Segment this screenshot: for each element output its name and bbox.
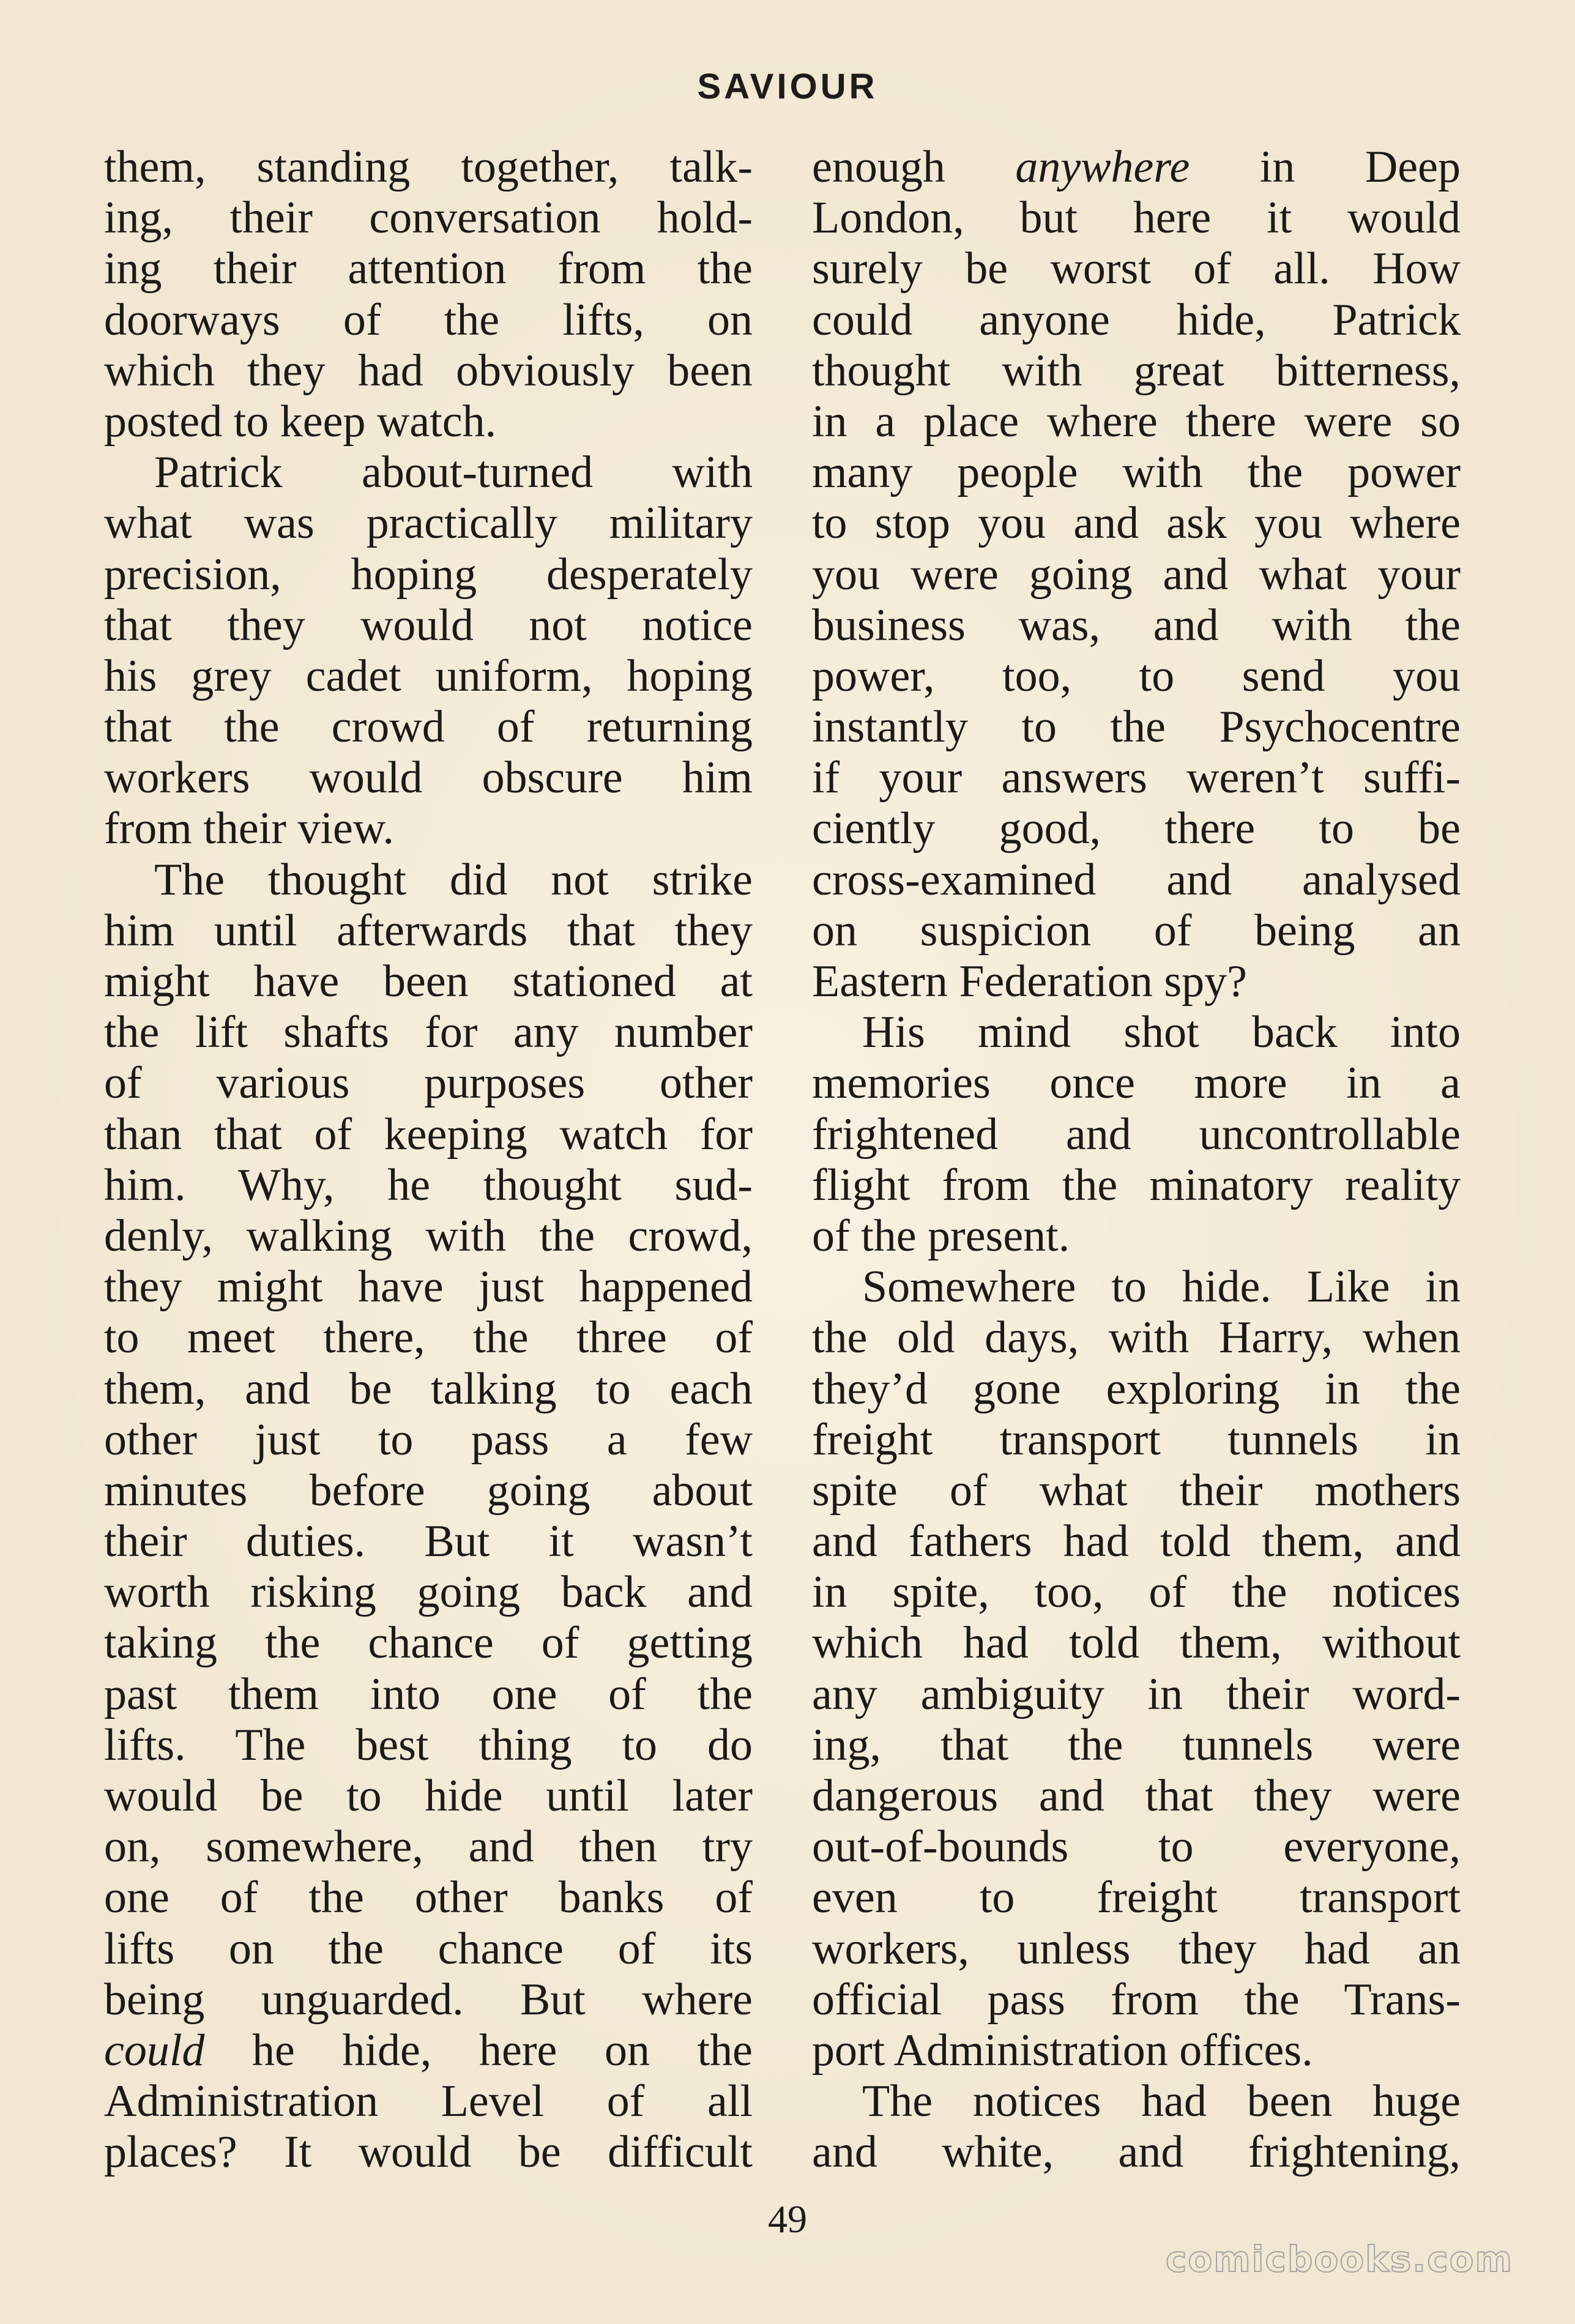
text-line: them, and be talking to each (104, 1363, 753, 1414)
text-line: any ambiguity in their word- (812, 1669, 1461, 1719)
text-line: even to freight transport (812, 1872, 1461, 1923)
text-line: they’d gone exploring in the (812, 1363, 1461, 1414)
text-line: him until afterwards that they (104, 905, 753, 956)
text-line: than that of keeping watch for (104, 1109, 753, 1160)
text-line: many people with the power (812, 447, 1461, 498)
text-line: and fathers had told them, and (812, 1516, 1461, 1567)
italic-word: could (104, 2025, 205, 2076)
running-head: SAVIOUR (697, 67, 878, 106)
text-line: in a place where there were so (812, 396, 1461, 447)
text-line: freight transport tunnels in (812, 1414, 1461, 1465)
text-line: that they would not notice (104, 600, 753, 650)
text-line: Somewhere to hide. Like in (862, 1262, 1461, 1313)
text-line: you were going and what your (812, 549, 1461, 600)
text-line: ing their attention from the (104, 244, 753, 294)
text-line: other just to pass a few (104, 1414, 753, 1465)
text-line: their duties. But it wasn’t (104, 1516, 753, 1567)
text-line: official pass from the Trans- (812, 1974, 1461, 2025)
text-line: ing, that the tunnels were (812, 1719, 1461, 1770)
text-line: the old days, with Harry, when (812, 1313, 1461, 1363)
text-line: taking the chance of getting (104, 1618, 753, 1669)
text-line: port Administration offices. (812, 2025, 1313, 2076)
text-line: places? It would be difficult (104, 2127, 753, 2178)
text-line: they might have just happened (104, 1262, 753, 1313)
text-line: ciently good, there to be (812, 803, 1461, 854)
text-line: Eastern Federation spy? (812, 956, 1247, 1007)
text-line: would be to hide until later (104, 1771, 753, 1821)
text-line: workers, unless they had an (812, 1923, 1461, 1974)
text-line: lifts. The best thing to do (104, 1719, 753, 1770)
text-line: worth risking going back and (104, 1567, 753, 1618)
text-line: Patrick about-turned with (154, 447, 753, 498)
text-line: could anyone hide, Patrick (812, 294, 1461, 345)
text-line: being unguarded. But where (104, 1974, 753, 2025)
text-line-with-italic (104, 2025, 753, 2076)
text-line: workers would obscure him (104, 753, 753, 803)
text-line: Administration Level of all (104, 2076, 753, 2127)
text-line: spite of what their mothers (812, 1465, 1461, 1516)
left-column (104, 142, 753, 2178)
text-line: surely be worst of all. How (812, 244, 1461, 294)
text-line: memories once more in a (812, 1058, 1461, 1109)
text-line: thought with great bitterness, (812, 345, 1461, 396)
text-line: which they had obviously been (104, 345, 753, 396)
text-line: him. Why, he thought sud- (104, 1160, 753, 1210)
text-line: of various purposes other (104, 1058, 753, 1109)
text-line-with-italic (812, 142, 1461, 193)
watermark: comicbooks.com (1166, 2238, 1513, 2280)
text-line: the lift shafts for any number (104, 1007, 753, 1058)
text-line: His mind shot back into (862, 1007, 1461, 1058)
text-line: on suspicion of being an (812, 905, 1461, 956)
page-number: 49 (768, 2197, 807, 2241)
text-line: denly, walking with the crowd, (104, 1210, 753, 1261)
text-line: from their view. (104, 803, 394, 854)
text-line: that the crowd of returning (104, 702, 753, 753)
text-line: his grey cadet uniform, hoping (104, 650, 753, 701)
text-line: ing, their conversation hold- (104, 193, 753, 244)
text-line: The thought did not strike (154, 854, 753, 905)
text-line: to stop you and ask you where (812, 498, 1461, 549)
text-line: power, too, to send you (812, 650, 1461, 701)
text-line: minutes before going about (104, 1465, 753, 1516)
text-run: he hide, here on the (204, 2025, 753, 2076)
text-line: instantly to the Psychocentre (812, 702, 1461, 753)
text-line: precision, hoping desperately (104, 549, 753, 600)
text-line: dangerous and that they were (812, 1771, 1461, 1821)
text-line: out-of-bounds to everyone, (812, 1822, 1461, 1872)
text-line: cross-examined and analysed (812, 854, 1461, 905)
text-line: them, standing together, talk- (104, 142, 753, 192)
text-line: and white, and frightening, (812, 2127, 1461, 2178)
text-line: lifts on the chance of its (104, 1923, 753, 1974)
text-line: which had told them, without (812, 1618, 1461, 1669)
text-line: The notices had been huge (862, 2076, 1461, 2127)
text-line: of the present. (812, 1210, 1070, 1261)
text-line: if your answers weren’t suffi- (812, 753, 1461, 803)
text-run: enough (812, 142, 1016, 192)
text-line: one of the other banks of (104, 1872, 753, 1923)
text-line: to meet there, the three of (104, 1313, 753, 1363)
text-line: past them into one of the (104, 1669, 753, 1719)
text-line: might have been stationed at (104, 956, 753, 1007)
text-line: flight from the minatory reality (812, 1160, 1461, 1210)
italic-word: anywhere (1015, 142, 1190, 192)
text-line: London, but here it would (812, 193, 1461, 244)
text-line: on, somewhere, and then try (104, 1822, 753, 1872)
text-line: posted to keep watch. (104, 396, 497, 447)
text-line: doorways of the lifts, on (104, 294, 753, 345)
text-line: frightened and uncontrollable (812, 1109, 1461, 1160)
text-line: what was practically military (104, 498, 753, 549)
text-line: in spite, too, of the notices (812, 1567, 1461, 1618)
right-column (812, 142, 1461, 2178)
text-line: business was, and with the (812, 600, 1461, 650)
text-run: in Deep (1190, 142, 1461, 192)
